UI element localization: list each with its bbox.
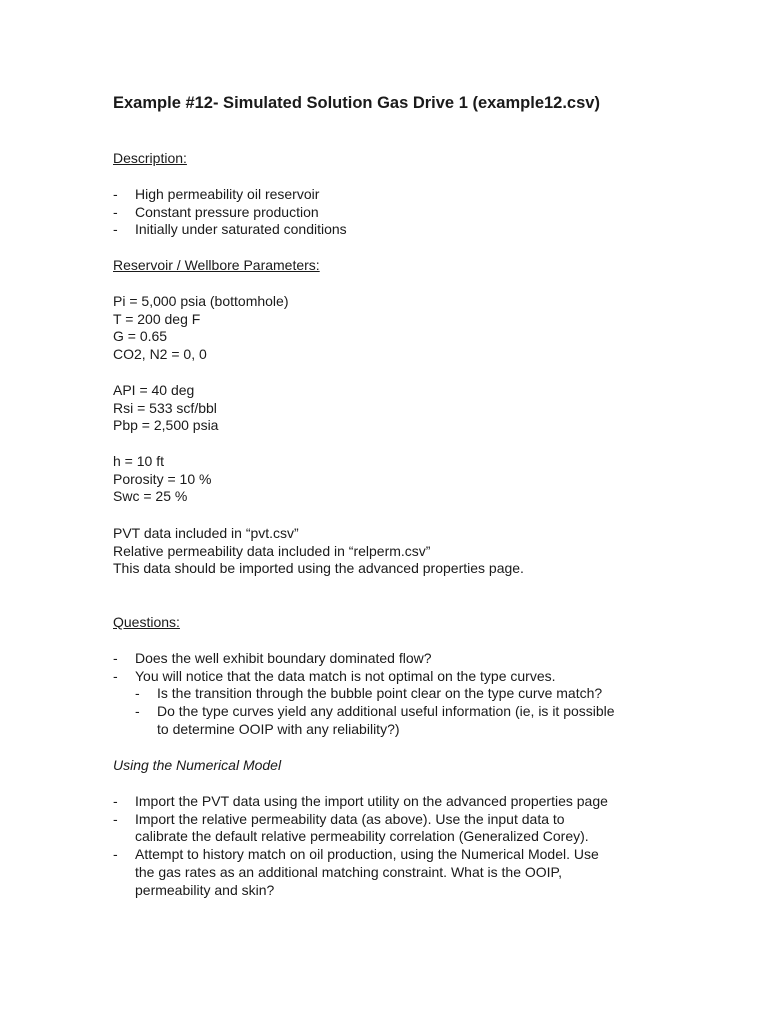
parameter-line: G = 0.65 <box>113 328 168 345</box>
sub-list-item-text: Is the transition through the bubble point clear on the type curve match? <box>157 685 603 702</box>
questions-heading: Questions: <box>113 614 180 630</box>
sub-list-item-text: Do the type curves yield any additional useful information (ie, is it possible <box>157 703 615 720</box>
numerical-list-block <box>113 793 713 899</box>
description-heading: Description: <box>113 150 187 166</box>
parameters-group-fluid <box>113 293 713 364</box>
parameter-line: API = 40 deg <box>113 382 195 398</box>
sub-list-item-text: to determine OOIP with any reliability?) <box>157 720 400 737</box>
numerical-section <box>113 757 713 775</box>
questions-sub-list <box>135 685 713 738</box>
list-item <box>113 668 713 739</box>
list-item-text: the gas rates as an additional matching constraint. What is the OOIP, <box>135 863 562 880</box>
list-item-text: Does the well exhibit boundary dominated flow? <box>135 650 432 666</box>
list-item-text: Import the relative permeability data (as above). Use the input data to <box>135 810 565 827</box>
page-title: Example #12- Simulated Solution Gas Drive 1 (example12.csv) <box>113 94 600 112</box>
numerical-heading: Using the Numerical Model <box>113 757 282 773</box>
bullet-dash: - <box>113 203 118 220</box>
list-item <box>113 793 713 811</box>
parameter-line: Pi = 5,000 psia (bottomhole) <box>113 293 289 309</box>
parameter-line: Rsi = 533 scf/bbl <box>113 399 217 416</box>
list-item <box>113 204 713 222</box>
bullet-dash: - <box>135 685 140 702</box>
description-section <box>113 150 713 168</box>
questions-list-block <box>113 650 713 739</box>
parameters-group-reservoir <box>113 453 713 506</box>
list-item-text: calibrate the default relative permeability correlation (Generalized Corey). <box>135 828 589 845</box>
sub-list-item <box>135 703 713 738</box>
parameter-line: This data should be imported using the advanced properties page. <box>113 560 524 577</box>
bullet-dash: - <box>113 650 118 666</box>
questions-list <box>113 650 713 739</box>
list-item <box>113 186 713 204</box>
description-list <box>113 186 713 239</box>
parameter-line: CO2, N2 = 0, 0 <box>113 346 207 363</box>
list-item-text: Initially under saturated conditions <box>135 221 347 238</box>
list-item-text: High permeability oil reservoir <box>135 186 320 202</box>
sub-list-item <box>135 685 713 703</box>
parameter-line: Pbp = 2,500 psia <box>113 417 219 434</box>
parameter-line: PVT data included in “pvt.csv” <box>113 525 299 541</box>
parameters-section <box>113 257 713 275</box>
list-item-text: Attempt to history match on oil production, using the Numerical Model. Use <box>135 846 599 863</box>
list-item <box>113 650 713 668</box>
bullet-dash: - <box>113 221 118 238</box>
parameters-heading: Reservoir / Wellbore Parameters: <box>113 257 320 273</box>
description-list-block <box>113 186 713 239</box>
bullet-dash: - <box>113 186 118 202</box>
questions-section <box>113 614 713 632</box>
bullet-dash: - <box>113 810 118 827</box>
bullet-dash: - <box>135 703 140 720</box>
parameter-line: h = 10 ft <box>113 453 164 469</box>
bullet-dash: - <box>113 846 118 863</box>
parameter-line: T = 200 deg F <box>113 310 201 327</box>
numerical-list <box>113 793 713 899</box>
parameter-line: Relative permeability data included in “relperm.csv” <box>113 542 431 559</box>
parameter-line: Porosity = 10 % <box>113 470 212 487</box>
list-item <box>113 221 713 239</box>
bullet-dash: - <box>113 667 118 684</box>
list-item <box>113 846 713 899</box>
parameters-group-data-files <box>113 525 713 578</box>
list-item-text: Constant pressure production <box>135 203 319 220</box>
list-item-text: permeability and skin? <box>135 881 275 898</box>
list-item-text: Import the PVT data using the import utility on the advanced properties page <box>135 793 608 809</box>
parameters-group-oil <box>113 382 713 435</box>
list-item <box>113 811 713 846</box>
bullet-dash: - <box>113 793 118 809</box>
list-item-text: You will notice that the data match is not optimal on the type curves. <box>135 667 556 684</box>
parameter-line: Swc = 25 % <box>113 488 188 505</box>
